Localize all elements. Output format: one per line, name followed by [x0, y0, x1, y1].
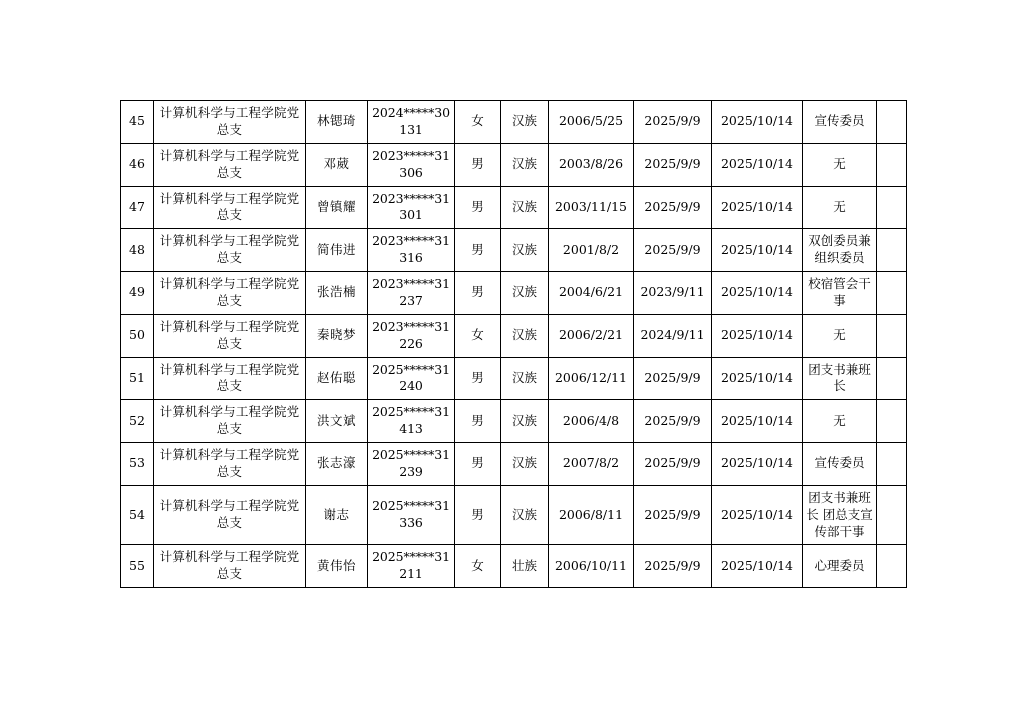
cell-join-date: 2025/9/9: [634, 443, 712, 486]
cell-join-date: 2024/9/11: [634, 314, 712, 357]
cell-sex: 女: [455, 101, 501, 144]
cell-organization: 计算机科学与工程学院党总支: [154, 186, 306, 229]
cell-index: 51: [121, 357, 154, 400]
cell-organization: 计算机科学与工程学院党总支: [154, 314, 306, 357]
table-row: [121, 314, 907, 357]
cell-organization: 计算机科学与工程学院党总支: [154, 229, 306, 272]
cell-extra: [877, 101, 907, 144]
cell-confirm-date: 2025/10/14: [712, 186, 803, 229]
cell-sex: 男: [455, 357, 501, 400]
cell-birth-date: 2006/5/25: [549, 101, 634, 144]
cell-join-date: 2023/9/11: [634, 272, 712, 315]
cell-join-date: 2025/9/9: [634, 545, 712, 588]
cell-organization: 计算机科学与工程学院党总支: [154, 101, 306, 144]
cell-ethnicity: 壮族: [501, 545, 549, 588]
cell-extra: [877, 314, 907, 357]
cell-sex: 男: [455, 229, 501, 272]
cell-sex: 女: [455, 545, 501, 588]
cell-organization: 计算机科学与工程学院党总支: [154, 443, 306, 486]
cell-extra: [877, 229, 907, 272]
cell-ethnicity: 汉族: [501, 143, 549, 186]
cell-ethnicity: 汉族: [501, 314, 549, 357]
table-row: [121, 357, 907, 400]
cell-birth-date: 2001/8/2: [549, 229, 634, 272]
cell-join-date: 2025/9/9: [634, 357, 712, 400]
cell-extra: [877, 545, 907, 588]
cell-ethnicity: 汉族: [501, 272, 549, 315]
roster-table-container: [120, 100, 906, 588]
cell-join-date: 2025/9/9: [634, 143, 712, 186]
cell-id-number: 2025*****31240: [368, 357, 455, 400]
cell-post: 无: [803, 314, 877, 357]
cell-confirm-date: 2025/10/14: [712, 443, 803, 486]
cell-sex: 女: [455, 314, 501, 357]
cell-name: 张志濠: [306, 443, 368, 486]
table-row: [121, 400, 907, 443]
cell-name: 邓葳: [306, 143, 368, 186]
cell-birth-date: 2006/12/11: [549, 357, 634, 400]
cell-join-date: 2025/9/9: [634, 400, 712, 443]
cell-birth-date: 2004/6/21: [549, 272, 634, 315]
cell-name: 洪文斌: [306, 400, 368, 443]
cell-organization: 计算机科学与工程学院党总支: [154, 485, 306, 545]
cell-name: 秦晓梦: [306, 314, 368, 357]
cell-name: 谢志: [306, 485, 368, 545]
cell-index: 46: [121, 143, 154, 186]
table-row: [121, 101, 907, 144]
cell-post: 无: [803, 143, 877, 186]
cell-extra: [877, 272, 907, 315]
cell-extra: [877, 443, 907, 486]
cell-sex: 男: [455, 400, 501, 443]
cell-index: 54: [121, 485, 154, 545]
cell-birth-date: 2006/4/8: [549, 400, 634, 443]
cell-post: 校宿管会干事: [803, 272, 877, 315]
cell-post: 无: [803, 400, 877, 443]
table-row: [121, 485, 907, 545]
cell-extra: [877, 357, 907, 400]
table-row: [121, 143, 907, 186]
cell-ethnicity: 汉族: [501, 400, 549, 443]
cell-birth-date: 2003/11/15: [549, 186, 634, 229]
cell-organization: 计算机科学与工程学院党总支: [154, 272, 306, 315]
cell-sex: 男: [455, 186, 501, 229]
cell-confirm-date: 2025/10/14: [712, 485, 803, 545]
cell-id-number: 2023*****31316: [368, 229, 455, 272]
cell-name: 赵佑聪: [306, 357, 368, 400]
cell-post: 宣传委员: [803, 101, 877, 144]
cell-post: 双创委员兼组织委员: [803, 229, 877, 272]
table-row: [121, 229, 907, 272]
cell-id-number: 2023*****31306: [368, 143, 455, 186]
cell-post: 团支书兼班长: [803, 357, 877, 400]
cell-join-date: 2025/9/9: [634, 186, 712, 229]
cell-ethnicity: 汉族: [501, 485, 549, 545]
cell-extra: [877, 186, 907, 229]
cell-id-number: 2025*****31413: [368, 400, 455, 443]
cell-index: 45: [121, 101, 154, 144]
table-row: [121, 443, 907, 486]
cell-index: 53: [121, 443, 154, 486]
cell-sex: 男: [455, 272, 501, 315]
cell-id-number: 2024*****30131: [368, 101, 455, 144]
cell-extra: [877, 400, 907, 443]
cell-ethnicity: 汉族: [501, 186, 549, 229]
cell-join-date: 2025/9/9: [634, 229, 712, 272]
cell-ethnicity: 汉族: [501, 357, 549, 400]
cell-confirm-date: 2025/10/14: [712, 314, 803, 357]
cell-ethnicity: 汉族: [501, 443, 549, 486]
cell-birth-date: 2003/8/26: [549, 143, 634, 186]
cell-post: 团支书兼班长 团总支宣传部干事: [803, 485, 877, 545]
cell-confirm-date: 2025/10/14: [712, 143, 803, 186]
table-row: [121, 272, 907, 315]
table-row: [121, 545, 907, 588]
cell-extra: [877, 143, 907, 186]
cell-name: 张浩楠: [306, 272, 368, 315]
roster-table: [120, 100, 907, 588]
cell-sex: 男: [455, 443, 501, 486]
cell-index: 48: [121, 229, 154, 272]
cell-id-number: 2025*****31211: [368, 545, 455, 588]
cell-organization: 计算机科学与工程学院党总支: [154, 545, 306, 588]
cell-ethnicity: 汉族: [501, 229, 549, 272]
cell-id-number: 2023*****31237: [368, 272, 455, 315]
cell-join-date: 2025/9/9: [634, 101, 712, 144]
cell-id-number: 2023*****31226: [368, 314, 455, 357]
cell-birth-date: 2007/8/2: [549, 443, 634, 486]
cell-sex: 男: [455, 485, 501, 545]
cell-organization: 计算机科学与工程学院党总支: [154, 357, 306, 400]
cell-organization: 计算机科学与工程学院党总支: [154, 400, 306, 443]
cell-post: 心理委员: [803, 545, 877, 588]
cell-confirm-date: 2025/10/14: [712, 400, 803, 443]
cell-extra: [877, 485, 907, 545]
cell-confirm-date: 2025/10/14: [712, 229, 803, 272]
cell-name: 黄伟怡: [306, 545, 368, 588]
roster-table-body: [121, 101, 907, 588]
cell-confirm-date: 2025/10/14: [712, 101, 803, 144]
table-row: [121, 186, 907, 229]
cell-ethnicity: 汉族: [501, 101, 549, 144]
cell-birth-date: 2006/2/21: [549, 314, 634, 357]
cell-birth-date: 2006/8/11: [549, 485, 634, 545]
cell-confirm-date: 2025/10/14: [712, 357, 803, 400]
cell-sex: 男: [455, 143, 501, 186]
cell-confirm-date: 2025/10/14: [712, 272, 803, 315]
cell-confirm-date: 2025/10/14: [712, 545, 803, 588]
cell-post: 无: [803, 186, 877, 229]
cell-birth-date: 2006/10/11: [549, 545, 634, 588]
cell-organization: 计算机科学与工程学院党总支: [154, 143, 306, 186]
cell-id-number: 2025*****31336: [368, 485, 455, 545]
cell-name: 林锶琦: [306, 101, 368, 144]
cell-index: 47: [121, 186, 154, 229]
cell-id-number: 2025*****31239: [368, 443, 455, 486]
cell-id-number: 2023*****31301: [368, 186, 455, 229]
cell-post: 宣传委员: [803, 443, 877, 486]
cell-index: 55: [121, 545, 154, 588]
cell-index: 49: [121, 272, 154, 315]
cell-index: 50: [121, 314, 154, 357]
cell-index: 52: [121, 400, 154, 443]
cell-name: 曾镇耀: [306, 186, 368, 229]
cell-join-date: 2025/9/9: [634, 485, 712, 545]
cell-name: 简伟进: [306, 229, 368, 272]
